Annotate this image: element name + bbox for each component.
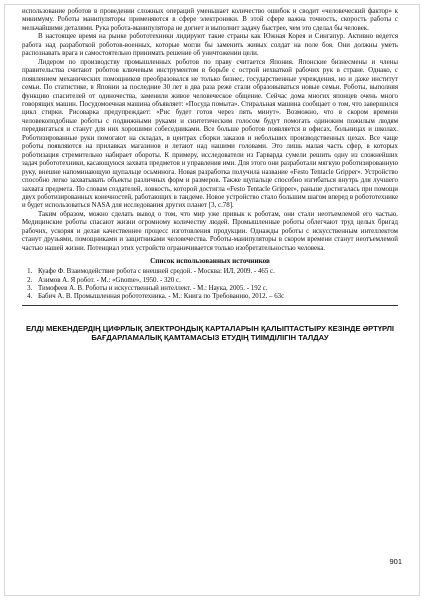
paragraph-japan: Лидером по производству промышленных роботов по праву считается Япония. Японские бизнесмены и члены правительства считают роботов ключевым инструментом в борьбе с острой нехваткой рабочих рук в стране. Однако, с появлением механических помощников преобразовался не только бизнес, государственные учреждения, но и даже институт семьи. По статистике, в Японии за последние 30 лет в два раза реже стали образовываться новые семьи. Роботы, выполняя функцию спасителей от одиночества, заменили живое человеческое общение. Сейчас дома многих японцев очень много говорящих машин. Посудомоечная машина объявляет: «Посуда помыта». Стиральная машина сообщает о том, что завершился цикл стирки. Рисоварка предупреждает: «Рис будет готов через пять минут». Возможно, что в скором времени человекоподобные роботы с подвижными руками и синтетическим голосом будут помогать одиноким пожилым людям передвигаться и станут для них хорошими собеседниками. Все больше роботов появляется в офисах, больницах и школах. Роботизированные руки помогают на складах, в центрах сборки заказов и небольших производственных цехах. Все чаще роботы появляются на прилавках магазинов и летают над нашими головами. Это лишь малая часть сфер, в которых роботизация стремительно набирает обороты. К примеру, исследователи из Гарварда сумели решить одну из сложнейших задач робототехники, касающуюся захвата предметов и управления ими. Для этого они разработали мягкую роботизированную руку, внешне напоминающую щупальце осьминога. Новая разработка получила название «Festo Tentacle Gripper». Устройство способно легко захватывать объекты различных форм и размеров. Также щупальце способно изгибаться внутрь для лучшего захвата предмета. По словам создателей, ловкость, которой достигла «Festo Tentacle Gripper», раньше достигалась при помощи двух роботизированных конечностей, работающих в тандеме. Новое устройство стало большим шагом вперед в робототехнике и будет использоваться NASA для исследования других планет [3, с.78]. — [22, 58, 398, 210]
paragraph-conclusion: Таким образом, можно сделать вывод о том, что мир уже привык к роботам, они стали неотъемлемой его частью. Медицинские роботы спасают жизни огромному количеству людей. Промышленные роботы облегчают труд целых бригад рабочих, ускоряя и делая качественнее процесс изготовления продукции. Однажды роботы с искусственным интеллектом станут друзьями, помощниками и защитниками человечества. Роботы-манипуляторы в скором времени станут неотъемлемой частью нашей жизни. Потенциал этих устройств ограничивается только изобретательностью человека. — [22, 210, 398, 252]
references-list — [22, 268, 398, 302]
references-title: Список использованных источников — [150, 257, 270, 266]
section-divider — [22, 305, 398, 306]
paragraph-market-leaders: В настоящее время на рынке робототехники лидируют такие страны как Южная Корея и Сингапур. Активно ведется работа над разработкой роботов-военных, которые могли бы заменить живых солдат на поле боя. Они должны уметь распознавать врага и самостоятельно принимать решение об уничтожении цели. — [22, 33, 398, 58]
reference-item: 4. Бабич А. В. Промышленная робототехника. - М.: Книга по Требованию, 2012. – 63с — [34, 293, 398, 301]
next-article-title: ЕЛДІ МЕКЕНДЕРДІҢ ЦИФРЛЫҚ ЭЛЕКТРОНДЫҚ КАРТАЛАРЫН ҚАЛЫПТАСТЫРУ КЕЗІНДЕ ӘРТҮРЛІ БАҒДАРЛАМАЛЫҚ ҚАМТАМАСЫЗ ЕТУДІҢ ТИІМДІЛІГІН ТАЛДАУ — [25, 323, 395, 343]
reference-item: 3. Тимофеев А. В. Роботы и искусственный интеллект. - М.: Наука, 2005. - 192 с. — [34, 285, 398, 293]
page-number: 901 — [389, 557, 402, 566]
reference-item: 1. Куафе Ф. Взаимодействие робота с внешней средой. - Москва: ИЛ, 2009. - 465 с. — [34, 268, 398, 276]
reference-item: 2. Азимов А. Я робот. - М.: «Gnome», 1950. - 320 с. — [34, 277, 398, 285]
paragraph-continuation: использование роботов в проведении сложных операций уменьшает количество ошибок и сводит «человеческий фактор» к минимуму. Роботы манипуляторы применяются в сфере электроники. В этой сфере важна точность, скорость работы с мельчайшими деталями. Рука робота-манипулятора не догнет и выполнит задачу быстрее, чем это сделал бы человек. — [22, 8, 398, 32]
